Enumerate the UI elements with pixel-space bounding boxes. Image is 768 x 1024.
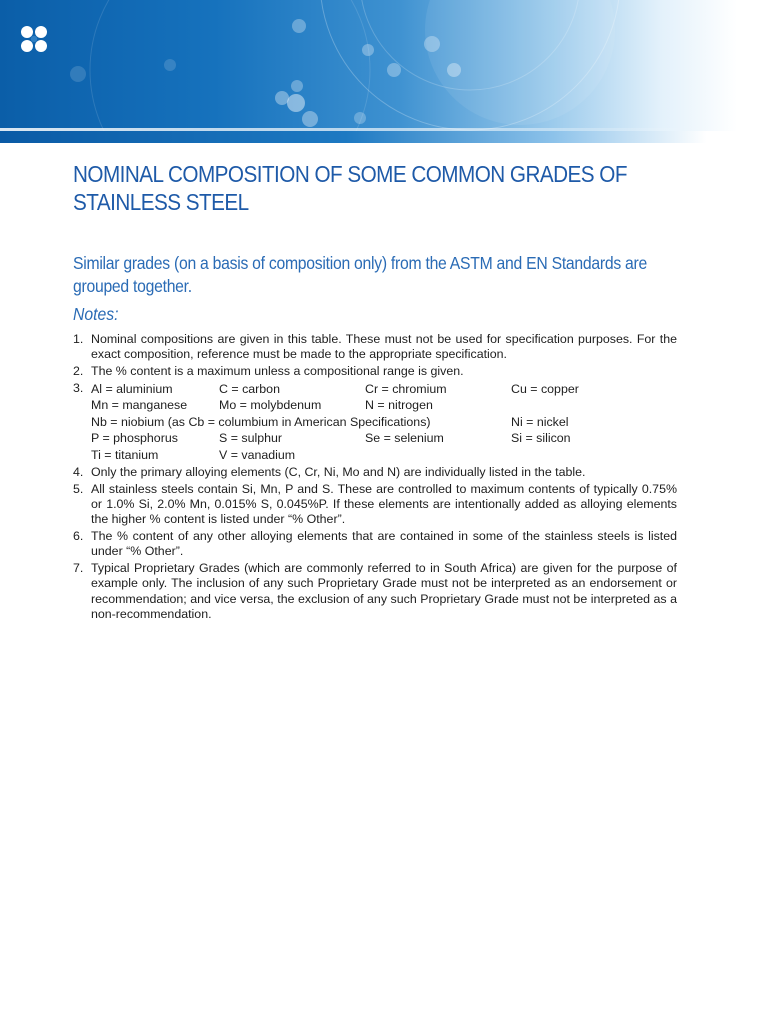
note-item [73,381,677,464]
abbreviation: Al = aluminium [91,381,173,396]
note-number: 5. [73,481,84,496]
note-number: 4. [73,464,84,479]
abbreviation: P = phosphorus [91,431,178,446]
note-number: 7. [73,561,84,576]
abbreviation: Ti = titanium [91,447,159,462]
element-abbreviations [91,381,677,464]
abbreviation: C = carbon [219,381,280,396]
note-text: The % content of any other alloying elements that are contained in some of the stainless steels is listed under “% Other”. [91,529,677,559]
note-text: The % content is a maximum unless a compositional range is given. [91,364,464,379]
banner-stripe [0,131,768,143]
abbreviation-row [91,381,677,398]
abbreviation: Ni = nickel [511,414,569,429]
abbreviation [511,447,677,464]
notes-list [73,332,677,624]
abbreviation: Cr = chromium [365,381,447,396]
abbreviation-row [91,447,677,464]
abbreviation: Mo = molybdenum [219,398,322,413]
note-item [73,364,677,379]
abbreviation: Cu = copper [511,381,579,396]
note-text: Only the primary alloying elements (C, Cr, Ni, Mo and N) are individually listed in the table. [91,464,586,479]
note-item [73,529,677,560]
page-title: NOMINAL COMPOSITION OF SOME COMMON GRADES OF STAINLESS STEEL [73,161,627,215]
note-text: All stainless steels contain Si, Mn, P and S. These are controlled to maximum contents of typically 0.75% or 1.0% Si, 2.0% Mn, 0.015% S, 0.045%P. If these elements are intentionally added as alloying elements the higher % content is listed under “% Other”. [91,481,677,527]
header-banner [0,0,768,143]
note-item [73,332,677,363]
notes-heading: Notes: [73,304,119,324]
four-dot-logo-icon [20,25,48,53]
note-number: 1. [73,332,84,346]
note-number: 3. [73,380,84,395]
abbreviation [365,447,511,464]
abbreviation [511,397,677,414]
note-item [73,465,677,480]
abbreviation: S = sulphur [219,431,283,446]
note-text: Typical Proprietary Grades (which are commonly referred to in South Africa) are given for the purpose of example only. The inclusion of any such Proprietary Grade must not be interpreted as an endorsement or recommendation; and vice versa, the exclusion of any such Proprietary Grade must not be interpreted as a non-recommendation. [91,561,677,622]
abbreviation: Se = selenium [365,431,444,446]
abbreviation: V = vanadium [219,447,296,462]
abbreviation: Mn = manganese [91,398,188,413]
note-number: 6. [73,529,84,544]
abbreviation: Si = silicon [511,431,571,446]
note-text: Nominal compositions are given in this table. These must not be used for specification purposes. For the exact composition, reference must be made to the appropriate specification. [91,332,677,362]
abbreviation-row [91,430,677,447]
page-subtitle: Similar grades (on a basis of composition only) from the ASTM and EN Standards are grouped together. [73,253,648,296]
abbreviation: Nb = niobium (as Cb = columbium in American Specifications) [91,414,431,429]
note-item [73,482,677,528]
abbreviation-row [91,397,677,414]
note-item [73,561,677,622]
abbreviation-row [91,414,677,431]
abbreviation: N = nitrogen [365,398,433,413]
note-number: 2. [73,364,84,379]
globe-background [0,0,768,143]
